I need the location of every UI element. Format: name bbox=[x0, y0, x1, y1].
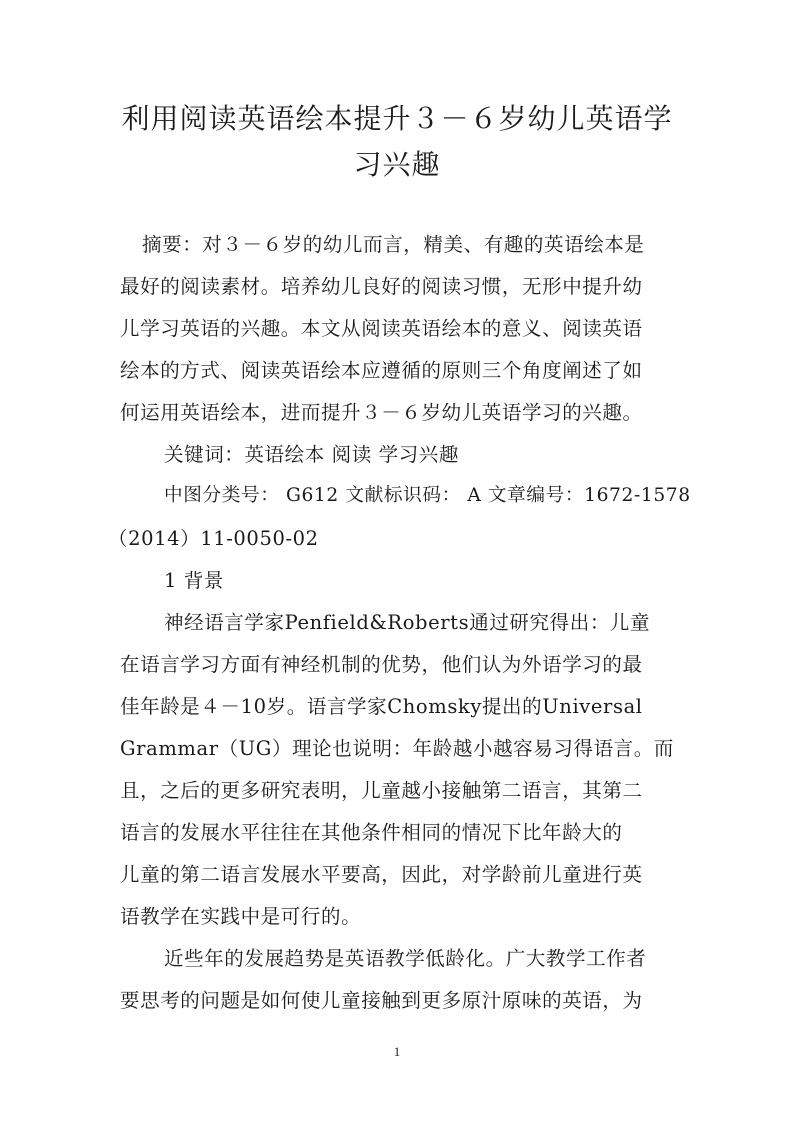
paragraph-line: 语言的发展水平往往在其他条件相同的情况下比年龄大的 bbox=[120, 821, 623, 844]
paragraph-line: 佳年龄是４－10岁。语言学家Chomsky提出的Universal bbox=[120, 695, 643, 718]
paragraph-line: 神经语言学家Penfield&Roberts通过研究得出：儿童 bbox=[164, 611, 651, 634]
abstract-line: 绘本的方式、阅读英语绘本应遵循的原则三个角度阐述了如 bbox=[120, 359, 643, 382]
classification-line: 中图分类号： G612 文献标识码： A 文章编号：1672-1578 bbox=[164, 485, 691, 506]
paragraph-line: 近些年的发展趋势是英语教学低龄化。广大教学工作者 bbox=[164, 947, 647, 970]
title-line: 习兴趣 bbox=[353, 148, 441, 181]
title-line: 利用阅读英语绘本提升３－６岁幼儿英语学 bbox=[121, 102, 673, 135]
paragraph-line: 语教学在实践中是可行的。 bbox=[120, 905, 362, 928]
abstract-line: 儿学习英语的兴趣。本文从阅读英语绘本的意义、阅读英语 bbox=[120, 317, 643, 340]
page-number: 1 bbox=[393, 1044, 401, 1059]
paragraph-line: Grammar（UG）理论也说明：年龄越小越容易习得语言。而 bbox=[120, 737, 674, 760]
abstract-line: 摘要：对３－６岁的幼儿而言，精美、有趣的英语绘本是 bbox=[142, 233, 645, 256]
classification-line: （2014）11-0050-02 bbox=[108, 527, 319, 550]
paragraph-line: 儿童的第二语言发展水平要高，因此，对学龄前儿童进行英 bbox=[120, 863, 643, 886]
abstract-line: 何运用英语绘本，进而提升３－６岁幼儿英语学习的兴趣。 bbox=[120, 401, 643, 424]
abstract-line: 最好的阅读素材。培养幼儿良好的阅读习惯，无形中提升幼 bbox=[120, 275, 643, 298]
paragraph-line: 且，之后的更多研究表明，儿童越小接触第二语言，其第二 bbox=[120, 779, 643, 802]
section-heading: 1 背景 bbox=[164, 569, 225, 592]
document-title bbox=[110, 96, 684, 188]
paragraph-line: 要思考的问题是如何使儿童接触到更多原汁原味的英语，为 bbox=[120, 989, 643, 1012]
paragraph-line: 在语言学习方面有神经机制的优势，他们认为外语学习的最 bbox=[120, 653, 643, 676]
keywords-line: 关键词：英语绘本 阅读 学习兴趣 bbox=[164, 443, 459, 466]
